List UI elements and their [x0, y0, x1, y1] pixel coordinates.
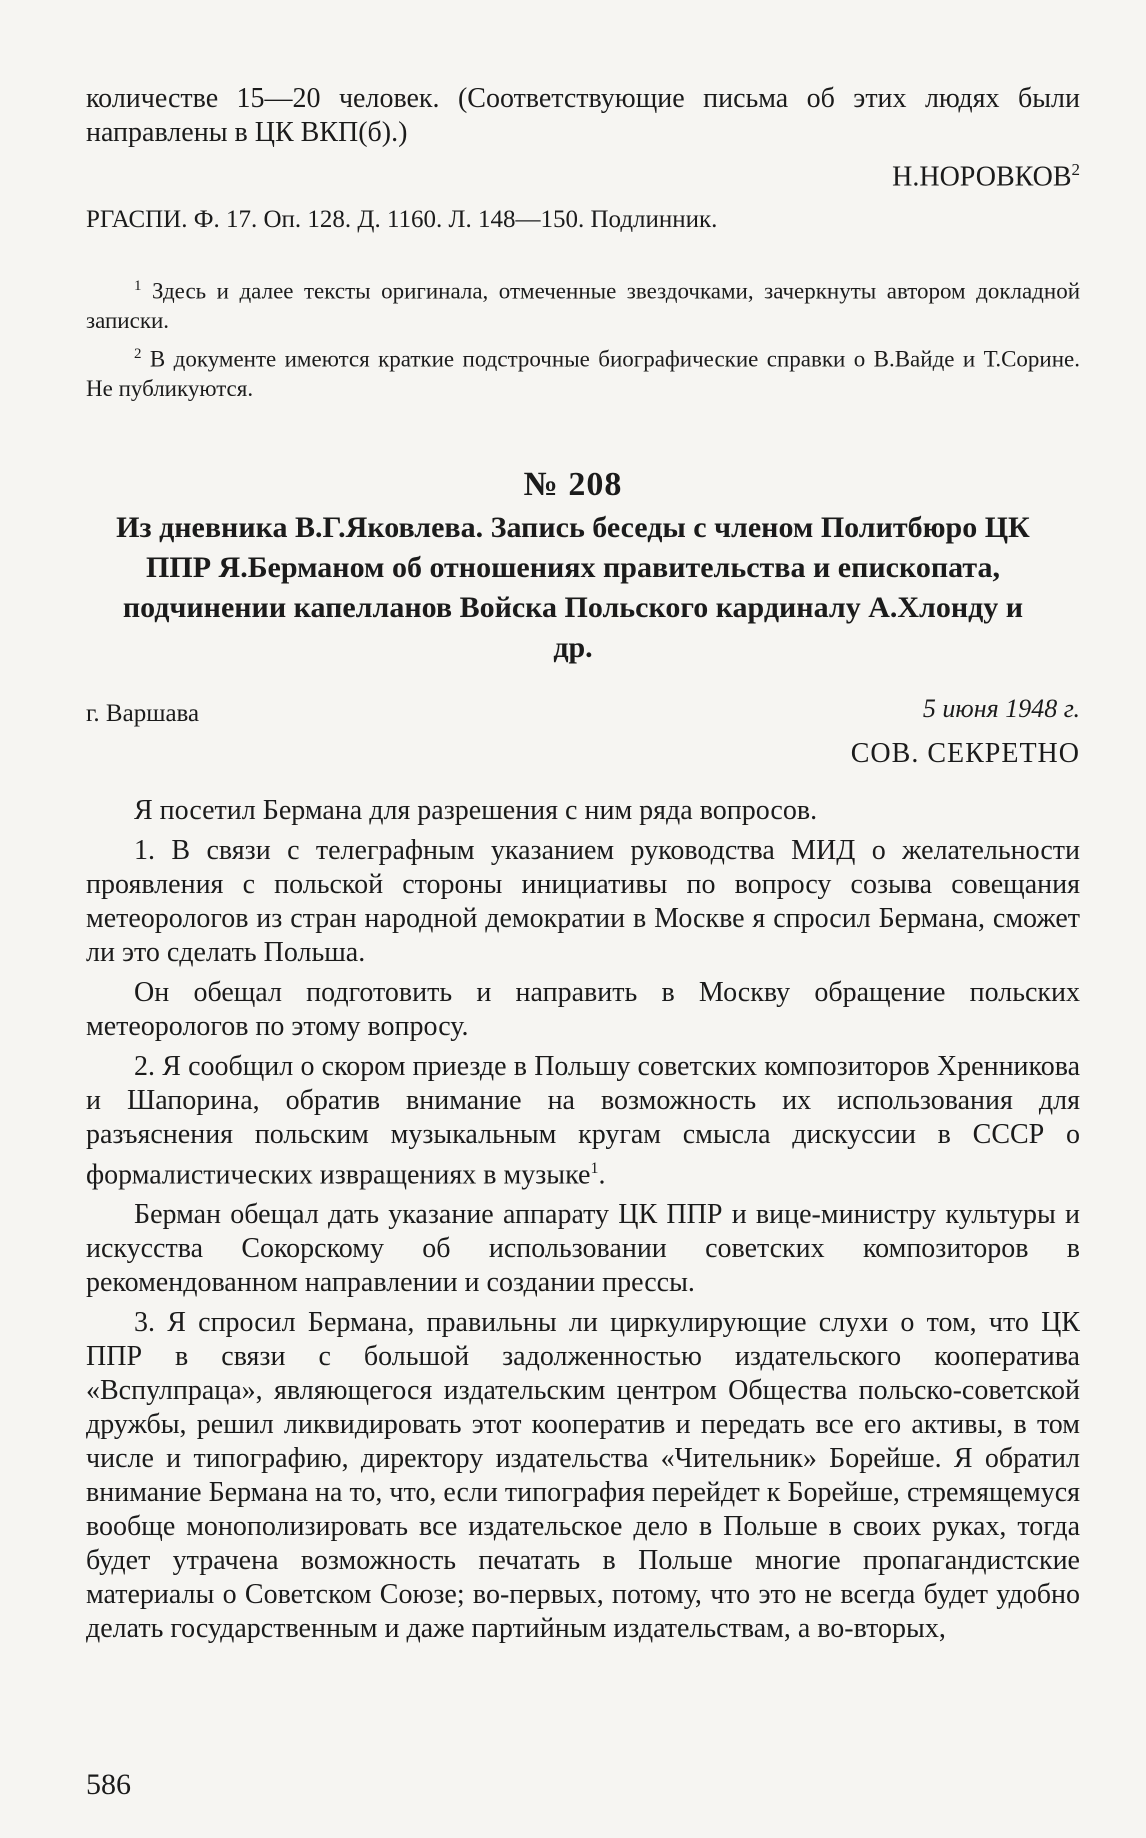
body-text — [86, 794, 1080, 1652]
footnote-mark: 1 — [590, 1160, 599, 1177]
date: 5 июня 1948 г. — [922, 694, 1080, 723]
document-title: Из дневника В.Г.Яковлева. Запись беседы с членом Политбюро ЦК ППР Я.Берманом об отношениях правительства и епископата, подчинении капелланов Войска Польского кардиналу А.Хлонду и др. — [116, 511, 1030, 664]
paragraph: 2. Я сообщил о скором приезде в Польшу советских композиторов Хренникова и Шапорина, обратив внимание на возможность их использования для разъяснения польским музыкальным кругам смысла дискуссии в СССР о формалистических извращениях в музыке$^1$. — [86, 1051, 1080, 1191]
paragraph: Он обещал подготовить и направить в Москву обращение польских метеорологов по этому вопросу. — [86, 977, 1080, 1042]
footnote-2 — [86, 340, 1080, 403]
paragraph-text: 2. Я сообщил о скором приезде в Польшу советских композиторов Хренникова и Шапорина, обратив внимание на возможность их использования для разъяснения польским музыкальным кругам смысла дискуссии в СССР о формалистических извращениях в музыке — [86, 1051, 1080, 1191]
footnote-text: В документе имеются краткие подстрочные биографические справки о В.Вайде и Т.Сорине. Не публикуются. — [86, 346, 1080, 401]
page-number: 586 — [86, 1768, 131, 1801]
place: г. Варшава — [86, 700, 200, 727]
paragraph: 3. Я спросил Бермана, правильны ли циркулирующие слухи о том, что ЦК ППР в связи с большой задолженностью издательского кооператива «Вспулпраца», являющегося издательским центром Общества польско-советской дружбы, решил ликвидировать этот кооператив и передать все его активы, в том числе и типографию, директору издательства «Чительник» Борейше. Я обратил внимание Бермана на то, что, если типография перейдет к Борейше, стремящемуся вообще монополизировать все издательское дело в Польше в своих руках, тогда будет утрачена возможность печатать в Польше многие пропагандистские материалы о Советском Союзе; во-первых, потому, что это не всегда будет удобно делать государственным и даже партийным издательствам, а во-вторых, — [86, 1307, 1080, 1645]
signature — [892, 160, 1080, 193]
document-number: № 208 — [523, 466, 623, 503]
footnote-mark: 1 — [134, 278, 142, 294]
footnote-mark: 2 — [134, 346, 142, 362]
paragraph: 1. В связи с телеграфным указанием руководства МИД о желательности проявления с польской стороны инициативы по вопросу созыва совещания метеорологов из стран народной демократии в Москве я спросил Бермана, сможет ли это сделать Польша. — [86, 835, 1080, 968]
paragraph: Берман обещал дать указание аппарату ЦК ППР и вице-министру культуры и искусства Сокорскому об использовании советских композиторов в рекомендованном направлении и создании прессы. — [86, 1199, 1080, 1299]
archive-source: РГАСПИ. Ф. 17. Оп. 128. Д. 1160. Л. 148—150. Подлинник. — [86, 206, 718, 233]
signature-footnote-mark: 2 — [1071, 160, 1080, 179]
footnote-1 — [86, 272, 1080, 335]
classification: СОВ. СЕКРЕТНО — [850, 738, 1080, 769]
signature-name: Н.НОРОВКОВ — [892, 161, 1072, 193]
footnote-text: Здесь и далее тексты оригинала, отмеченные звездочками, зачеркнуты автором докладной записки. — [86, 278, 1081, 333]
intro-text: количестве 15—20 человек. (Соответствующие письма об этих людях были направлены в ЦК ВКП(б).) — [86, 83, 1080, 148]
paragraph: Я посетил Бермана для разрешения с ним ряда вопросов. — [134, 795, 818, 826]
